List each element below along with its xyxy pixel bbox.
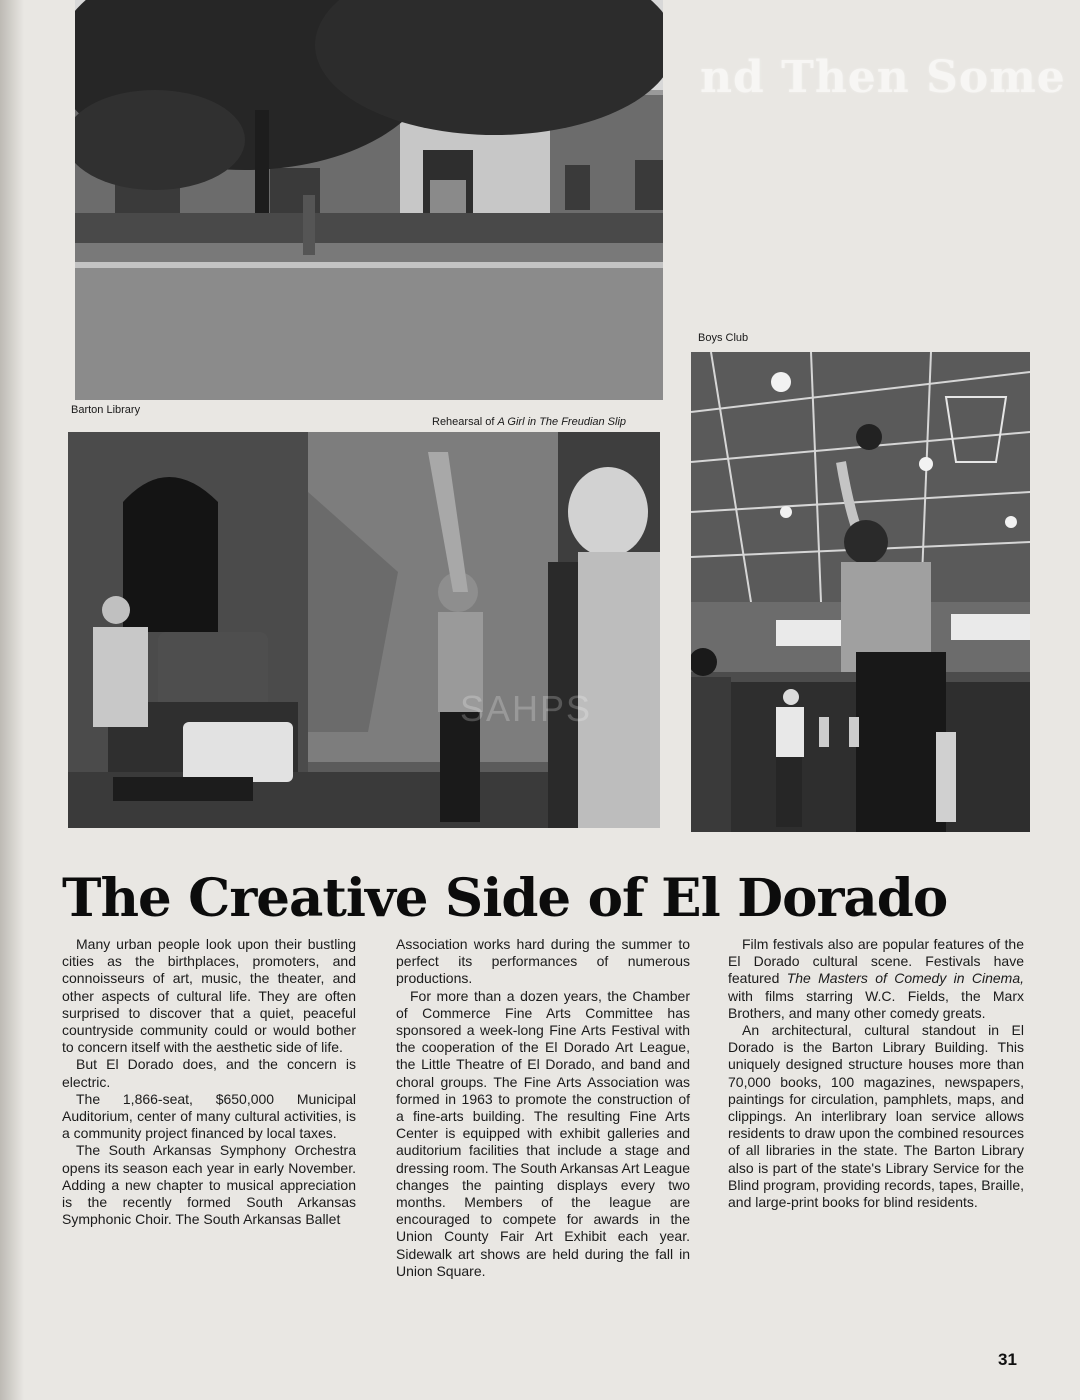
- col3-paragraph-2: An architectural, cultural standout in El Dorado is the Barton Library Building. This uniquely designed structure houses more than 70,000 books, 100 magazines, newspapers, paintings for circulation, pamphlets, maps, and clippings. An interlibrary loan service allows residents to draw upon the combined resources of all libraries in the state. The Barton Library also is part of the state's Library Service for the Blind program, providing records, tapes, Braille, and large-print books for blind residents.: [728, 1022, 1024, 1211]
- rehearsal-photo: [68, 432, 660, 828]
- col3-p1-film-title: The Masters of Comedy in Cinema,: [786, 970, 1024, 987]
- col2-paragraph-2: For more than a dozen years, the Chamber of Commerce Fine Arts Committee has sponsored a week-long Fine Arts Festival with the cooperation of the El Dorado Art League, the Little Theatre of El Dorado, and band and choral groups. The Fine Arts Association was formed in 1963 to promote the construction of a fine-arts building. The resulting Fine Arts Center is equipped with exhibit galleries and auditorium facilities that include a stage and dressing room. The South Arkansas Art League changes the painting displays every two months. Members of the league are encouraged to compete for awards in the Union County Fair Art Exhibit each year. Sidewalk art shows are held during the fall in Union Square.: [396, 987, 690, 1279]
- rehearsal-caption: [432, 416, 626, 428]
- page-number: 31: [998, 1350, 1017, 1369]
- barton-library-caption: Barton Library: [71, 404, 141, 416]
- boys-club-photo: [691, 352, 1030, 832]
- col1-paragraph-3: The 1,866-seat, $650,000 Municipal Auditorium, center of many cultural activities, is a community project financed by local taxes.: [62, 1090, 356, 1142]
- col1-paragraph-2: But El Dorado does, and the concern is electric.: [62, 1056, 356, 1090]
- col1-paragraph-1: Many urban people look upon their bustling cities as the birthplaces, promoters, and connoisseurs of art, music, the theater, and other aspects of cultural life. They are often surprised to discover that a quiet, peaceful countryside community could or would bother to concern itself with the aesthetic side of life.: [62, 936, 356, 1056]
- col3-p1-text-a: Film festivals also are popular features of the El Dorado cultural scene. Festivals have featured: [728, 936, 1024, 987]
- rehearsal-caption-title: A Girl in The Freudian Slip: [497, 416, 627, 428]
- watermark: SAHPS: [460, 688, 593, 729]
- col2-paragraph-1: Association works hard during the summer to perfect its performances of numerous productions.: [396, 936, 690, 987]
- rehearsal-caption-prefix: Rehearsal of: [432, 416, 498, 428]
- col3-paragraph-1: [728, 936, 1024, 1022]
- article-headline: The Creative Side of El Dorado: [62, 868, 948, 929]
- page-gutter-shadow: [0, 0, 24, 1400]
- barton-library-photo: [75, 0, 663, 400]
- boys-club-caption: Boys Club: [698, 332, 749, 344]
- partial-heading: nd Then Some: [700, 52, 1066, 103]
- article-column-1: [62, 936, 356, 1228]
- article-column-2: [396, 936, 690, 1280]
- col1-paragraph-4: The South Arkansas Symphony Orchestra opens its season each year in early November. Adding a new chapter to musical appreciation is the recently formed South Arkansas Symphonic Choir. The South Arkansas Ballet: [62, 1142, 356, 1228]
- col3-p1-text-b: with films starring W.C. Fields, the Marx Brothers, and many other comedy greats.: [728, 987, 1024, 1021]
- article-column-3: [728, 936, 1024, 1211]
